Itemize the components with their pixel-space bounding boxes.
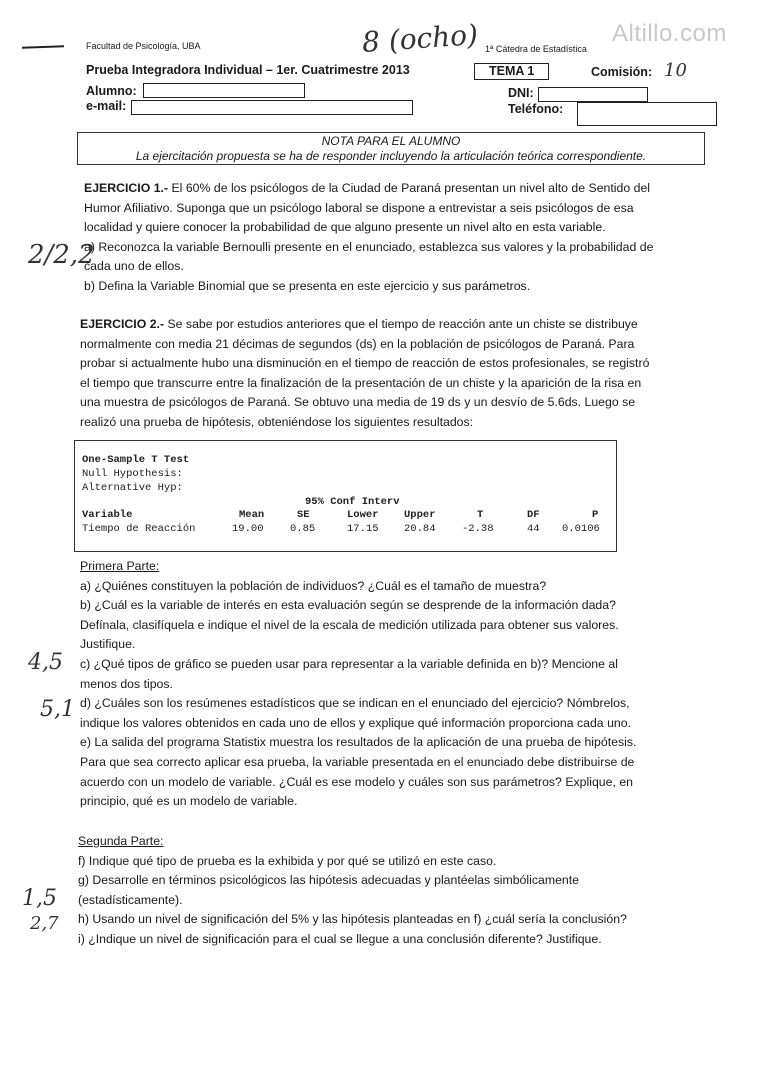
exercise-2-line: Se sabe por estudios anteriores que el tiempo de reacción ante un chiste se distribuye [164, 317, 638, 331]
altillo-logo: Altillo.com [612, 20, 727, 47]
output-col-t: T [477, 509, 484, 521]
handwritten-grade: 8 (ocho) [360, 17, 480, 60]
part-1-item-a: a) ¿Quiénes constituyen la población de individuos? ¿Cuál es el tamaño de muestra? [80, 578, 547, 593]
part-2-item-h: h) Usando un nivel de significación del 5% y las hipótesis planteadas en f) ¿cuál sería la conclusión? [78, 912, 627, 927]
output-col-p: P [592, 509, 599, 521]
exercise-2-line: probar si actualmente hubo una disminución en el tiempo de reacción de estos profesionales, se registró [80, 356, 650, 371]
output-row-se: 0.85 [290, 523, 316, 535]
faculty-name: Facultad de Psicología, UBA [86, 41, 201, 51]
exercise-1-line: Humor Afiliativo. Suponga que un psicólogo laboral se dispone a entrevistar a seis psicólogos de esa [84, 200, 634, 215]
part-1-item-e: e) La salida del programa Statistix muestra los resultados de la aplicación de una prueba de hipótesis. [80, 735, 637, 750]
margin-mark-part2-a: 1,5 [22, 886, 57, 911]
note-box [77, 132, 705, 165]
tema-box: TEMA 1 [474, 63, 549, 80]
output-col-lower: Lower [347, 509, 379, 521]
exercise-2-line: el tiempo que transcurre entre la finalización de la presentación de un chiste y la aparición de la risa en [80, 375, 642, 390]
chair-name: 1ª Cátedra de Estadística [485, 44, 587, 54]
exercise-1-item-a: a) Reconozca la variable Bernoulli presente en el enunciado, establezca sus valores y la probabilidad de [84, 239, 654, 254]
exercise-1-line: El 60% de los psicólogos de la Ciudad de Paraná presentan un nivel alto de Sentido del [168, 181, 651, 195]
output-row-variable: Tiempo de Reacción [82, 523, 196, 535]
output-row-p: 0.0106 [562, 523, 600, 535]
part-1-line: acuerdo con un modelo de variable. ¿Cuál es ese modelo y cuáles son sus parámetros? Explique, en [80, 774, 633, 789]
output-col-se: SE [297, 509, 310, 521]
output-col-variable: Variable [82, 509, 133, 521]
exam-title: Prueba Integradora Individual – 1er. Cuatrimestre 2013 [86, 63, 410, 77]
part-1-item-b: b) ¿Cuál es la variable de interés en esta evaluación según se desprende de la información dada? [80, 598, 616, 613]
exercise-2 [80, 315, 649, 433]
output-title: One-Sample T Test [82, 454, 190, 466]
dni-field[interactable] [538, 87, 648, 102]
margin-mark-part1-a: 4,5 [28, 650, 63, 675]
output-alternative-hypothesis: Alternative Hyp: [82, 482, 183, 494]
email-label: e-mail: [86, 99, 127, 113]
part-1 [80, 557, 636, 812]
part-1-line: menos dos tipos. [80, 676, 173, 691]
margin-pen-stroke [22, 45, 64, 48]
part-1-line: indique los valores obtenidos en cada uno de ellos y explique qué información proporciona cada uno. [80, 715, 632, 730]
output-row-upper: 20.84 [404, 523, 436, 535]
alumno-label: Alumno: [86, 84, 137, 98]
statistix-output [74, 440, 617, 552]
output-col-df: DF [527, 509, 540, 521]
output-row-df: 44 [527, 523, 540, 535]
part-1-line: Para que sea correcto aplicar esa prueba, la variable presentada en el enunciado debe distribuirse de [80, 754, 635, 769]
margin-mark-part1-b: 5,1 [40, 697, 75, 722]
exercise-1-line: cada uno de ellos. [84, 259, 184, 274]
part-2 [78, 832, 627, 950]
exercise-1-line: localidad y quiere conocer la probabilidad de que alguno presente un nivel alto en esta variable. [84, 220, 606, 235]
note-text: La ejercitación propuesta se ha de responder incluyendo la articulación teórica correspondiente. [135, 149, 647, 163]
output-row-lower: 17.15 [347, 523, 379, 535]
comision-value: 10 [664, 60, 687, 81]
part-2-item-i: i) ¿Indique un nivel de significación para el cual se llegue a una conclusión diferente? Justifique. [78, 931, 602, 946]
output-col-upper: Upper [404, 509, 436, 521]
note-title: NOTA PARA EL ALUMNO [321, 134, 461, 148]
output-null-hypothesis: Null Hypothesis: [82, 468, 183, 480]
exercise-2-line: realizó una prueba de hipótesis, obteniéndose los siguientes resultados: [80, 414, 474, 429]
telefono-field[interactable] [577, 102, 717, 126]
margin-mark-part2-b: 2,7 [30, 913, 59, 934]
dni-label: DNI: [508, 86, 534, 100]
part-2-item-f: f) Indique qué tipo de prueba es la exhibida y por qué se utilizó en este caso. [78, 853, 497, 868]
comision-label: Comisión: [591, 65, 653, 79]
exercise-2-heading: EJERCICIO 2.- [80, 317, 165, 331]
output-row-t: -2.38 [462, 523, 494, 535]
part-1-item-d: d) ¿Cuáles son los resúmenes estadísticos que se indican en el enunciado del ejercicio? Nómbrelos, [80, 696, 630, 711]
email-field[interactable] [131, 100, 413, 115]
exercise-2-line: una muestra de psicólogos de Paraná. Se obtuvo una media de 19 ds y un desvío de 5.6ds. Luego se [80, 395, 636, 410]
part-2-heading: Segunda Parte: [78, 834, 164, 848]
part-1-line: Justifique. [80, 637, 136, 652]
output-ci-header: 95% Conf Interv [305, 496, 400, 508]
part-1-line: Defínala, clasifíquela e indique el nivel de la escala de medición utilizada para obtener sus valores. [80, 617, 619, 632]
part-1-line: principio, qué es un modelo de variable. [80, 794, 298, 809]
margin-mark-ej1: 2/2,2 [28, 240, 95, 270]
exercise-1-heading: EJERCICIO 1.- [84, 181, 169, 195]
part-1-heading: Primera Parte: [80, 559, 160, 573]
output-col-mean: Mean [239, 509, 265, 521]
telefono-label: Teléfono: [508, 102, 564, 116]
exercise-1 [84, 179, 653, 297]
output-row-mean: 19.00 [232, 523, 264, 535]
alumno-field[interactable] [143, 83, 305, 98]
part-1-item-c: c) ¿Qué tipos de gráfico se pueden usar para representar a la variable definida en b)? Mencione al [80, 656, 618, 671]
part-2-line: (estadísticamente). [78, 892, 183, 907]
exercise-1-item-b: b) Defina la Variable Binomial que se presenta en este ejercicio y sus parámetros. [84, 278, 531, 293]
exercise-2-line: normalmente con media 21 décimas de segundos (ds) en la población de psicólogos de Paraná. Para [80, 336, 635, 351]
part-2-item-g: g) Desarrolle en términos psicológicos las hipótesis adecuadas y plantéelas simbólicamente [78, 873, 580, 888]
